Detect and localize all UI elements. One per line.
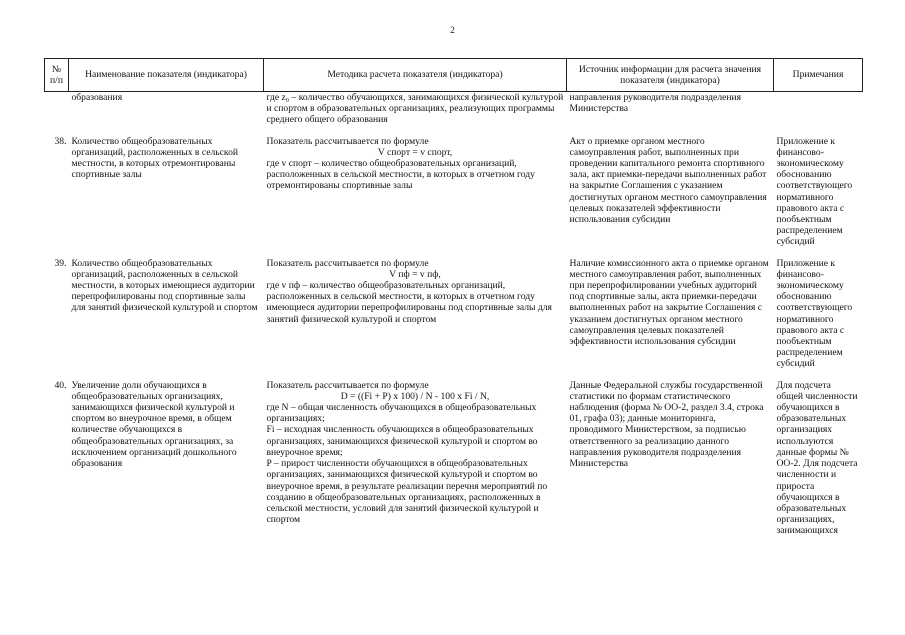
row-method — [264, 258, 567, 380]
method-line: где v пф – количество общеобразовательных организаций, расположенных в сельской местности, в которых в отчетном году имеющиеся аудитории перепрофилированы под спортивные залы для занятий физической культурой и спортом — [266, 280, 552, 325]
header-num: № п/п — [45, 59, 69, 92]
row-notes: Приложение к финансово-экономическому обоснованию соответствующего нормативного правового акта с пообъектным распределением субсидий — [776, 257, 853, 370]
row-method — [264, 380, 567, 547]
row-num: 40. — [54, 379, 67, 391]
row-source: Данные Федеральной службы государственной статистики по формам статистического наблюдения (форма № ОО-2, раздел 3.4, строка 01, графа 03); данные мониторинга, проводимого Министерством, за подписью ответственного за реализацию данного направления руководителя подразделения Министерства — [569, 379, 764, 470]
row-notes: Приложение к финансово-экономическому обоснованию соответствующего нормативного правового акта с пообъектным распределением субсидий — [776, 135, 853, 248]
method-line: Fi – исходная численность обучающихся в общеобразовательных организациях, занимающихся физической культурой и спортом во внеурочное время; — [266, 424, 538, 458]
row-notes — [774, 92, 863, 136]
header-source: Источник информации для расчета значения показателя (индикатора) — [567, 59, 774, 92]
header-name: Наименование показателя (индикатора) — [69, 59, 264, 92]
row-notes: Для подсчета общей численности обучающихся в образовательных организациях используются данные формы № ОО-2. Для подсчета численности и прироста обучающихся в образовательных организациях, занимающихся — [776, 379, 858, 537]
table-row — [45, 136, 863, 258]
row-source: Акт о приемке органом местного самоуправления работ, выполненных при проведении капитального ремонта спортивного зала, акт приемки-передачи выполненных работ на закрытие Соглашения с указанием достигнутых органом местного самоуправления целевых показателей эффективности использования субсидии — [569, 135, 767, 226]
method-intro: Показатель рассчитывается по формуле — [266, 257, 429, 269]
header-notes: Примечания — [774, 59, 863, 92]
header-method: Методика расчета показателя (индикатора) — [264, 59, 567, 92]
method-formula: D = ((Fi + P) x 100) / N - 100 x Fi / N, — [340, 390, 490, 402]
method-intro: Показатель рассчитывается по формуле — [266, 379, 429, 391]
row-method — [264, 92, 567, 136]
row-name: Количество общеобразовательных организаций, расположенных в сельской местности, в которых имеющиеся аудитории перепрофилированы под спортивные залы для занятий физической культурой и спортом — [71, 257, 258, 314]
row-source: направления руководителя подразделения Министерства — [569, 92, 742, 115]
row-method — [264, 136, 567, 258]
method-line: где N – общая численность обучающихся в общеобразовательных организациях; — [266, 402, 537, 425]
table-header-row — [45, 59, 863, 92]
method-intro: Показатель рассчитывается по формуле — [266, 135, 429, 147]
method-line: где v спорт – количество общеобразовательных организаций, расположенных в сельской местности, в которых в отчетном году отремонтированы спортивные залы — [266, 158, 535, 192]
method-formula: V спорт = v спорт, — [377, 146, 453, 158]
row-name: Увеличение доли обучающихся в общеобразовательных организациях, занимающихся физической культурой и спортом во внеурочное время, в общем количестве обучающихся в общеобразовательных организациях, за исключением организаций дошкольного образования — [71, 379, 237, 470]
row-source: Наличие комиссионного акта о приемке органом местного самоуправления работ, выполненных при перепрофилировании учебных аудиторий под спортивные залы, акта приемки-передачи выполненных работ на закрытие Соглашения с указанием достигнутых органом местного самоуправления целевых показателей эффективности использования субсидии — [569, 257, 769, 348]
row-num: 39. — [54, 257, 67, 269]
row-name: Количество общеобразовательных организаций, расположенных в сельской местности, в которых отремонтированы спортивные залы — [71, 135, 239, 181]
row-name: образования — [71, 92, 123, 103]
method-formula: V пф = v пф, — [389, 268, 441, 280]
method-line: где z₀ – количество обучающихся, занимающихся физической культурой и спортом в образовательных организациях, реализующих программы среднего общего образования — [266, 92, 564, 126]
page-number: 2 — [450, 25, 455, 35]
row-num — [45, 92, 69, 136]
row-num: 38. — [54, 135, 67, 147]
method-line: P – прирост численности обучающихся в общеобразовательных организациях, занимающихся физической культурой и спортом во внеурочное время, в результате реализации перечня мероприятий по созданию в общеобразовательных организациях, расположенных в сельской местности, условий для занятий физической культурой и спортом — [266, 458, 548, 526]
indicators-table — [44, 58, 863, 547]
table-row — [45, 258, 863, 380]
table-row — [45, 92, 863, 136]
table-row — [45, 380, 863, 547]
